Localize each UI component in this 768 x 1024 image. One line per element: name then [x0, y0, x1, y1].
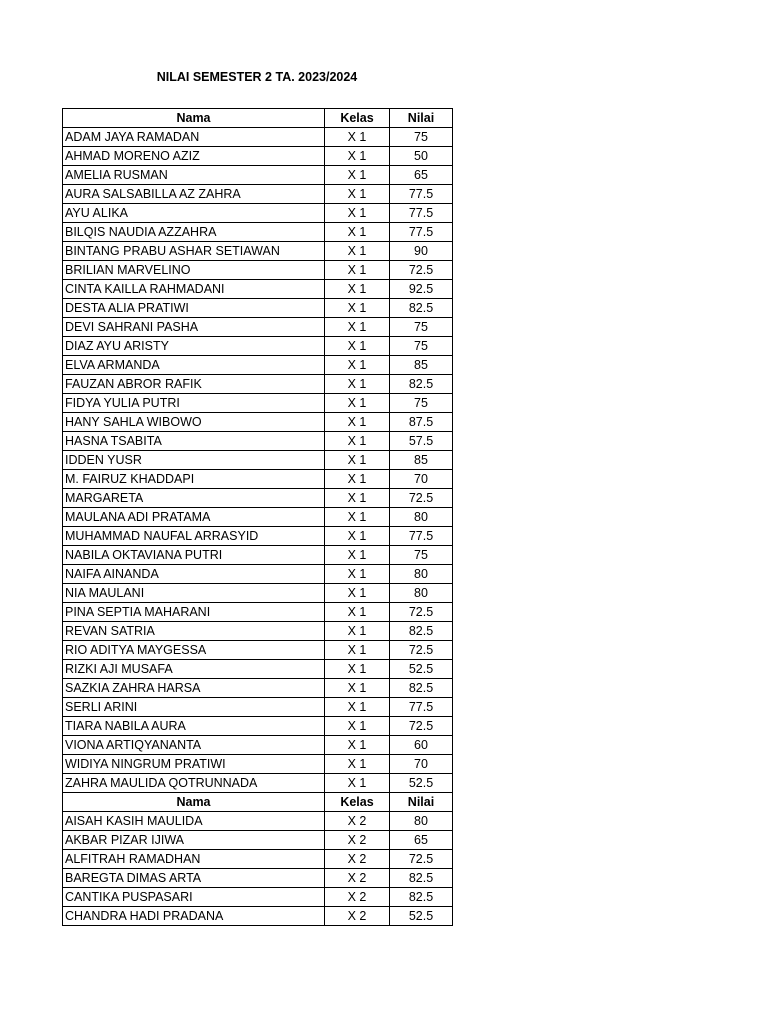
- table-row: [63, 717, 453, 736]
- student-name: ZAHRA MAULIDA QOTRUNNADA: [63, 774, 325, 793]
- student-name: TIARA NABILA AURA: [63, 717, 325, 736]
- student-score: 80: [390, 812, 453, 831]
- student-class: X 1: [325, 546, 390, 565]
- table-row: [63, 698, 453, 717]
- student-class: X 1: [325, 736, 390, 755]
- student-name: AMELIA RUSMAN: [63, 166, 325, 185]
- student-class: X 1: [325, 147, 390, 166]
- student-score: 72.5: [390, 717, 453, 736]
- table-row: [63, 128, 453, 147]
- student-score: 65: [390, 166, 453, 185]
- student-name: AYU ALIKA: [63, 204, 325, 223]
- student-score: 77.5: [390, 204, 453, 223]
- student-score: 60: [390, 736, 453, 755]
- student-score: 82.5: [390, 622, 453, 641]
- header-nama: Nama: [63, 109, 325, 128]
- student-class: X 1: [325, 641, 390, 660]
- student-class: X 2: [325, 831, 390, 850]
- grades-table-body: [63, 109, 453, 926]
- table-row: [63, 660, 453, 679]
- table-row: [63, 774, 453, 793]
- student-name: CINTA KAILLA RAHMADANI: [63, 280, 325, 299]
- student-score: 80: [390, 508, 453, 527]
- student-class: X 1: [325, 470, 390, 489]
- student-name: CHANDRA HADI PRADANA: [63, 907, 325, 926]
- student-name: M. FAIRUZ KHADDAPI: [63, 470, 325, 489]
- student-name: AISAH KASIH MAULIDA: [63, 812, 325, 831]
- student-score: 80: [390, 565, 453, 584]
- student-name: SAZKIA ZAHRA HARSA: [63, 679, 325, 698]
- header-kelas: Kelas: [325, 793, 390, 812]
- student-class: X 1: [325, 622, 390, 641]
- table-row: [63, 584, 453, 603]
- student-name: MUHAMMAD NAUFAL ARRASYID: [63, 527, 325, 546]
- table-row: [63, 394, 453, 413]
- table-row: [63, 299, 453, 318]
- student-score: 72.5: [390, 603, 453, 622]
- table-row: [63, 185, 453, 204]
- table-row: [63, 375, 453, 394]
- student-name: REVAN SATRIA: [63, 622, 325, 641]
- student-class: X 1: [325, 603, 390, 622]
- student-class: X 1: [325, 185, 390, 204]
- student-score: 82.5: [390, 869, 453, 888]
- student-score: 50: [390, 147, 453, 166]
- table-row: [63, 318, 453, 337]
- student-class: X 1: [325, 223, 390, 242]
- student-name: PINA SEPTIA MAHARANI: [63, 603, 325, 622]
- student-class: X 2: [325, 888, 390, 907]
- student-name: NAIFA AINANDA: [63, 565, 325, 584]
- student-class: X 1: [325, 584, 390, 603]
- student-class: X 1: [325, 394, 390, 413]
- student-name: RIO ADITYA MAYGESSA: [63, 641, 325, 660]
- table-header-row: [63, 109, 453, 128]
- student-name: BINTANG PRABU ASHAR SETIAWAN: [63, 242, 325, 261]
- table-row: [63, 907, 453, 926]
- student-score: 82.5: [390, 375, 453, 394]
- table-row: [63, 831, 453, 850]
- student-name: ADAM JAYA RAMADAN: [63, 128, 325, 147]
- student-name: RIZKI AJI MUSAFA: [63, 660, 325, 679]
- student-score: 77.5: [390, 527, 453, 546]
- student-class: X 1: [325, 318, 390, 337]
- student-name: ALFITRAH RAMADHAN: [63, 850, 325, 869]
- student-score: 65: [390, 831, 453, 850]
- table-row: [63, 679, 453, 698]
- student-class: X 1: [325, 280, 390, 299]
- student-score: 82.5: [390, 299, 453, 318]
- student-score: 77.5: [390, 223, 453, 242]
- student-name: DESTA ALIA PRATIWI: [63, 299, 325, 318]
- table-row: [63, 470, 453, 489]
- header-kelas: Kelas: [325, 109, 390, 128]
- student-name: AKBAR PIZAR IJIWA: [63, 831, 325, 850]
- student-class: X 1: [325, 337, 390, 356]
- student-class: X 2: [325, 869, 390, 888]
- student-class: X 1: [325, 413, 390, 432]
- table-row: [63, 565, 453, 584]
- student-class: X 1: [325, 755, 390, 774]
- student-name: BRILIAN MARVELINO: [63, 261, 325, 280]
- table-row: [63, 888, 453, 907]
- table-row: [63, 603, 453, 622]
- student-score: 70: [390, 470, 453, 489]
- student-score: 75: [390, 128, 453, 147]
- header-nilai: Nilai: [390, 793, 453, 812]
- student-name: NIA MAULANI: [63, 584, 325, 603]
- student-name: IDDEN YUSR: [63, 451, 325, 470]
- student-name: CANTIKA PUSPASARI: [63, 888, 325, 907]
- table-row: [63, 489, 453, 508]
- table-header-row: [63, 793, 453, 812]
- student-name: ELVA ARMANDA: [63, 356, 325, 375]
- student-class: X 1: [325, 128, 390, 147]
- table-row: [63, 622, 453, 641]
- table-row: [63, 641, 453, 660]
- student-score: 52.5: [390, 660, 453, 679]
- student-score: 85: [390, 451, 453, 470]
- table-row: [63, 147, 453, 166]
- table-row: [63, 812, 453, 831]
- student-name: BAREGTA DIMAS ARTA: [63, 869, 325, 888]
- document-title: NILAI SEMESTER 2 TA. 2023/2024: [156, 70, 358, 84]
- student-name: SERLI ARINI: [63, 698, 325, 717]
- student-name: FIDYA YULIA PUTRI: [63, 394, 325, 413]
- table-row: [63, 280, 453, 299]
- student-score: 72.5: [390, 489, 453, 508]
- student-class: X 1: [325, 679, 390, 698]
- student-name: AURA SALSABILLA AZ ZAHRA: [63, 185, 325, 204]
- student-score: 75: [390, 546, 453, 565]
- student-name: FAUZAN ABROR RAFIK: [63, 375, 325, 394]
- student-score: 82.5: [390, 888, 453, 907]
- student-class: X 1: [325, 508, 390, 527]
- student-class: X 1: [325, 261, 390, 280]
- table-row: [63, 869, 453, 888]
- student-class: X 1: [325, 774, 390, 793]
- student-class: X 1: [325, 356, 390, 375]
- student-class: X 1: [325, 166, 390, 185]
- table-row: [63, 432, 453, 451]
- student-class: X 2: [325, 812, 390, 831]
- student-score: 75: [390, 318, 453, 337]
- student-name: NABILA OKTAVIANA PUTRI: [63, 546, 325, 565]
- table-row: [63, 451, 453, 470]
- student-score: 75: [390, 337, 453, 356]
- student-score: 77.5: [390, 185, 453, 204]
- table-row: [63, 527, 453, 546]
- student-score: 90: [390, 242, 453, 261]
- student-score: 77.5: [390, 698, 453, 717]
- header-nilai: Nilai: [390, 109, 453, 128]
- student-class: X 1: [325, 698, 390, 717]
- student-score: 80: [390, 584, 453, 603]
- student-name: VIONA ARTIQYANANTA: [63, 736, 325, 755]
- student-class: X 1: [325, 451, 390, 470]
- table-row: [63, 223, 453, 242]
- table-row: [63, 261, 453, 280]
- table-row: [63, 546, 453, 565]
- table-row: [63, 850, 453, 869]
- student-name: MAULANA ADI PRATAMA: [63, 508, 325, 527]
- table-row: [63, 736, 453, 755]
- student-class: X 1: [325, 432, 390, 451]
- header-nama: Nama: [63, 793, 325, 812]
- student-name: BILQIS NAUDIA AZZAHRA: [63, 223, 325, 242]
- student-name: AHMAD MORENO AZIZ: [63, 147, 325, 166]
- student-class: X 1: [325, 527, 390, 546]
- table-row: [63, 508, 453, 527]
- student-score: 52.5: [390, 907, 453, 926]
- student-name: MARGARETA: [63, 489, 325, 508]
- student-class: X 1: [325, 717, 390, 736]
- student-name: HANY SAHLA WIBOWO: [63, 413, 325, 432]
- student-score: 75: [390, 394, 453, 413]
- student-class: X 1: [325, 375, 390, 394]
- student-class: X 1: [325, 489, 390, 508]
- student-score: 70: [390, 755, 453, 774]
- student-score: 82.5: [390, 679, 453, 698]
- student-class: X 1: [325, 242, 390, 261]
- table-row: [63, 755, 453, 774]
- table-row: [63, 413, 453, 432]
- student-score: 72.5: [390, 641, 453, 660]
- student-score: 92.5: [390, 280, 453, 299]
- table-row: [63, 204, 453, 223]
- student-class: X 2: [325, 850, 390, 869]
- student-score: 72.5: [390, 850, 453, 869]
- student-name: WIDIYA NINGRUM PRATIWI: [63, 755, 325, 774]
- student-class: X 1: [325, 660, 390, 679]
- student-class: X 1: [325, 299, 390, 318]
- student-score: 87.5: [390, 413, 453, 432]
- student-score: 72.5: [390, 261, 453, 280]
- student-score: 85: [390, 356, 453, 375]
- grades-table: [62, 108, 453, 926]
- student-class: X 1: [325, 565, 390, 584]
- student-name: HASNA TSABITA: [63, 432, 325, 451]
- table-row: [63, 337, 453, 356]
- table-row: [63, 166, 453, 185]
- student-score: 52.5: [390, 774, 453, 793]
- student-name: DIAZ AYU ARISTY: [63, 337, 325, 356]
- student-score: 57.5: [390, 432, 453, 451]
- student-class: X 1: [325, 204, 390, 223]
- student-class: X 2: [325, 907, 390, 926]
- student-name: DEVI SAHRANI PASHA: [63, 318, 325, 337]
- table-row: [63, 242, 453, 261]
- table-row: [63, 356, 453, 375]
